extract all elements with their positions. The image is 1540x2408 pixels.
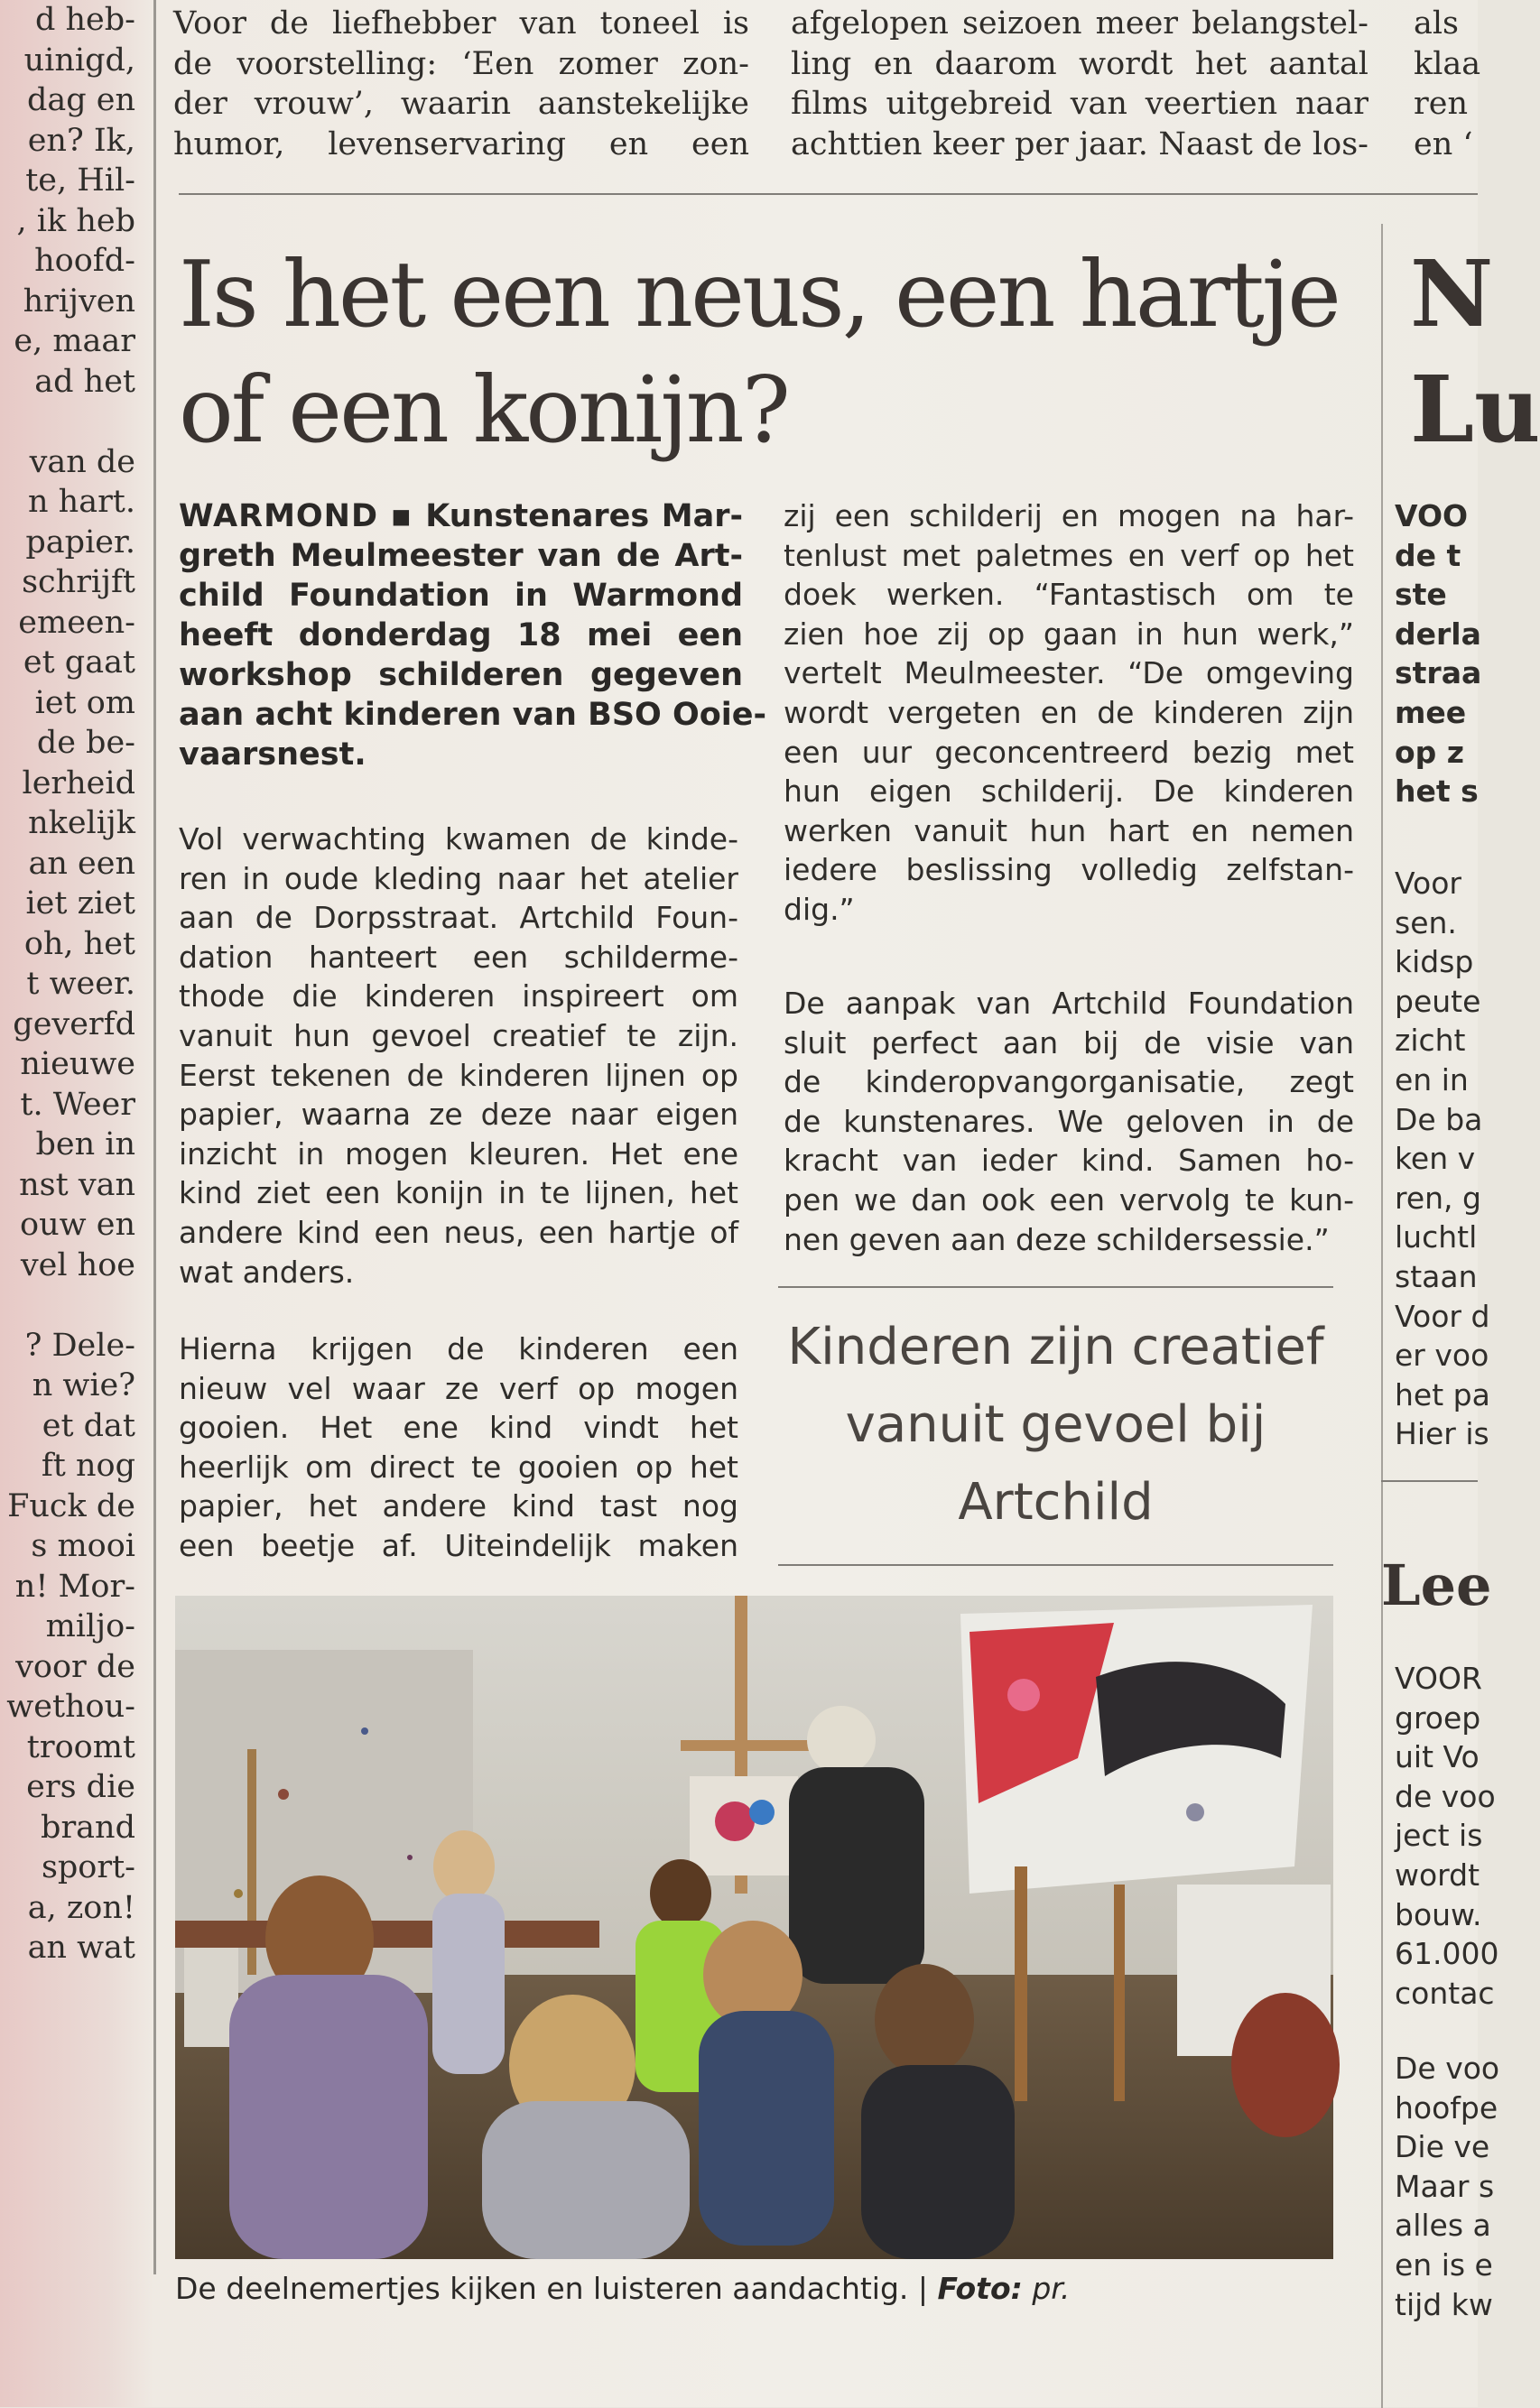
top-text-line: klaa [1414, 45, 1481, 82]
body-line: nieuw vel waar ze verf op mogen [179, 1370, 738, 1406]
right-body-line: en is e [1395, 2246, 1493, 2283]
left-column-line: e, maar [14, 323, 135, 359]
body-line: Hierna krijgen de kinderen een [179, 1331, 738, 1366]
left-column-line: Fuck de [7, 1487, 135, 1524]
left-column-divider [153, 0, 156, 2274]
right-article-lead [1395, 496, 1485, 811]
right-body-line: er voo [1395, 1338, 1489, 1374]
left-column-line: hrijven [23, 282, 135, 320]
left-column-line: oh, het [23, 925, 135, 962]
right-body-line: luchtl [1395, 1219, 1478, 1255]
left-column-line: nieuwe [20, 1046, 135, 1082]
left-column-line: nst van [19, 1166, 135, 1203]
left-column-line: ad het [34, 363, 135, 400]
body-line: sluit perfect aan bij de visie van [784, 1024, 1354, 1060]
right-article-body [1395, 864, 1490, 1454]
right-body-line: staan [1395, 1258, 1478, 1294]
right-lead-line: derla [1395, 616, 1481, 652]
left-column-line: n! Mor- [14, 1568, 135, 1605]
left-column-line: lerheid [22, 764, 135, 801]
right-lead-line: ste [1395, 577, 1447, 613]
article-paragraph-2 [179, 1329, 738, 1566]
right-lead-line: straa [1395, 655, 1482, 691]
left-column-line: , ik heb [16, 202, 135, 239]
right-lead-line: de t [1395, 537, 1461, 573]
lead-line: vaarsnest. [179, 736, 366, 773]
right-body-line: tijd kw [1395, 2286, 1493, 2322]
photo-credit-label: Foto: [937, 2271, 1023, 2306]
top-text-line: der vrouw’, waarin aanstekelijke [173, 86, 749, 122]
top-text-line: ren [1414, 86, 1468, 122]
right-body-line: en in [1395, 1061, 1469, 1097]
article-paragraph-4 [784, 984, 1354, 1259]
body-line: kracht van ieder kind. Samen ho- [784, 1143, 1354, 1179]
right-body-line: contac [1395, 1975, 1495, 2011]
body-line: papier, waarna ze deze naar eigen [179, 1097, 738, 1133]
body-line: De aanpak van Artchild Foundation [784, 986, 1354, 1021]
left-column-line: emeen- [18, 604, 135, 641]
left-column-line: wethou- [6, 1689, 135, 1725]
left-column-line: uinigd, [23, 42, 135, 79]
body-line: thode die kinderen inspireert om [179, 978, 738, 1014]
body-line: werken vanuit hun hart en nemen [784, 812, 1354, 848]
headline-line: Is het een neus, een hartje [179, 241, 1339, 347]
left-column-line: hoofd- [34, 243, 135, 279]
lead-line: greth Meulmeester van de Art- [179, 538, 743, 574]
article-paragraph-1 [179, 820, 738, 1292]
dateline: WARMOND [179, 498, 378, 534]
right-article-headline [1410, 236, 1540, 468]
left-column-line: et gaat [23, 644, 135, 681]
body-line: vanuit hun gevoel creatief te zijn. [179, 1017, 738, 1053]
top-text-line: als [1414, 5, 1460, 42]
left-column-line: t. Weer [20, 1086, 135, 1123]
body-line: de kinderopvangorganisatie, zegt [784, 1064, 1354, 1100]
lead-line: workshop schilderen gegeven [179, 657, 743, 693]
children-painting-photo [175, 1596, 1333, 2259]
body-line: Vol verwachting kwamen de kinde- [179, 821, 738, 857]
lead-text: Kunstenares Mar- [425, 498, 743, 534]
body-line: andere kind een neus, een hartje of [179, 1214, 738, 1250]
right-body-line: het pa [1395, 1376, 1490, 1412]
top-text-line: Voor de liefhebber van toneel is [173, 5, 749, 42]
right-lead-line: mee [1395, 694, 1467, 730]
left-column-line: schrijft [22, 564, 135, 600]
body-line: gooien. Het ene kind vindt het [179, 1410, 738, 1446]
top-text-line: de voorstelling: ‘Een zomer zon- [173, 45, 749, 82]
headline-line: of een konijn? [179, 357, 788, 463]
body-line: aan de Dorpsstraat. Artchild Foun- [179, 900, 738, 936]
left-column-line: iet om [34, 684, 135, 721]
right-lead-line: op z [1395, 734, 1464, 770]
left-column-line: van de [29, 443, 135, 480]
left-column-line: ers die [26, 1769, 135, 1805]
photo-caption [175, 2271, 1349, 2306]
top-text-line: afgelopen seizoen meer belangstel- [791, 5, 1368, 42]
body-line: ren in oude kleding naar het atelier [179, 860, 738, 896]
article-headline [179, 236, 1352, 468]
top-text-line: ling en daarom wordt het aantal [791, 45, 1368, 82]
left-column-line: a, zon! [27, 1889, 135, 1926]
pull-quote-bottom-rule [778, 1564, 1333, 1566]
right-body-line: Hier is [1395, 1416, 1489, 1452]
right-headline-line: N [1410, 240, 1494, 347]
right-body-line: de voo [1395, 1778, 1496, 1814]
lead-line: heeft donderdag 18 mei een [179, 617, 743, 653]
body-line: doek werken. “Fantastisch om te [784, 577, 1354, 613]
left-column-line: sport- [41, 1849, 135, 1885]
right-body-line: Maar s [1395, 2168, 1495, 2204]
body-line: zij een schilderij en mogen na har- [784, 498, 1354, 533]
top-text-line: achttien keer per jaar. Naast de los- [791, 125, 1368, 162]
body-line: iedere beslissing volledig zelfstan- [784, 852, 1354, 888]
body-line: een uur geconcentreerd bezig met [784, 734, 1354, 770]
dateline-separator-icon: ▪ [378, 498, 426, 534]
left-column-line: ft nog [41, 1448, 135, 1484]
left-column-line: te, Hil- [25, 162, 135, 199]
body-line: Eerst tekenen de kinderen lijnen op [179, 1057, 738, 1093]
body-line: dation hanteert een schilderme- [179, 939, 738, 975]
right-lead-line: het s [1395, 773, 1479, 810]
lead-line: aan acht kinderen van BSO Ooie- [179, 697, 767, 733]
left-column-line [0, 402, 135, 442]
pull-quote [778, 1309, 1333, 1542]
right-body-line: wordt [1395, 1857, 1480, 1893]
top-text-line: humor, levenservaring en een [173, 125, 749, 162]
body-line: wat anders. [179, 1254, 355, 1290]
right-body-line: uit Vo [1395, 1739, 1480, 1775]
right-body-line: ren, g [1395, 1180, 1481, 1216]
right-headline-line: Lu [1410, 356, 1540, 463]
body-line: dig.” [784, 891, 855, 927]
photo-credit-value: pr. [1032, 2271, 1071, 2306]
right-body-line: ject is [1395, 1818, 1483, 1854]
pull-quote-line: Artchild [958, 1473, 1154, 1532]
right-sub-headline: Lee [1381, 1552, 1492, 1618]
caption-separator: | [917, 2271, 938, 2306]
left-column-line: nkelijk [28, 805, 135, 841]
left-column-line: n hart. [28, 484, 135, 520]
lead-line [179, 496, 743, 536]
right-article-body-3 [1395, 2049, 1500, 2324]
right-body-line: Die ve [1395, 2129, 1490, 2165]
caption-text: De deelnemertjes kijken en luisteren aandachtig. [175, 2271, 909, 2306]
article-paragraph-3 [784, 496, 1354, 930]
top-continuation-col-a [173, 4, 749, 164]
right-body-line: De voo [1395, 2051, 1500, 2086]
right-body-line: alles a [1395, 2208, 1491, 2244]
body-line: de kunstenares. We geloven in de [784, 1103, 1354, 1139]
right-body-line: hoofpe [1395, 2089, 1498, 2126]
right-body-line: peute [1395, 983, 1481, 1019]
left-column-line: s mooi [31, 1528, 135, 1564]
left-column-line: ouw en [20, 1207, 135, 1243]
body-line: inzicht in mogen kleuren. Het ene [179, 1135, 738, 1172]
right-article-divider [1381, 1480, 1478, 1482]
left-column-line: et dat [42, 1407, 135, 1444]
left-column-line: ? Dele- [24, 1327, 135, 1364]
body-line: kind ziet een konijn in te lijnen, het [179, 1175, 738, 1211]
right-body-line: 61.000 [1395, 1936, 1499, 1972]
left-column-line: miljo- [45, 1608, 135, 1644]
left-column-line: brand [41, 1809, 135, 1846]
left-column-line: iet ziet [25, 885, 135, 922]
right-body-line: bouw. [1395, 1896, 1482, 1932]
left-column-line: vel hoe [20, 1246, 135, 1283]
right-body-line: Voor [1395, 866, 1461, 901]
body-line: pen we dan ook een vervolg te kun- [784, 1181, 1354, 1218]
right-body-line: sen. [1395, 904, 1457, 940]
left-column-line: geverfd [13, 1005, 135, 1042]
left-column-line: n wie? [32, 1367, 135, 1403]
body-line: heerlijk om direct te gooien op het [179, 1449, 738, 1485]
right-body-line: zicht [1395, 1023, 1466, 1059]
body-line: wordt vergeten en de kinderen zijn [784, 694, 1354, 730]
pull-quote-top-rule [778, 1286, 1333, 1288]
right-article-body-2 [1395, 1659, 1499, 2013]
right-body-line: ken v [1395, 1141, 1476, 1177]
top-text-line: en ‘ [1414, 125, 1473, 162]
left-column-line: d heb- [34, 2, 135, 38]
right-body-line: Voor d [1395, 1298, 1490, 1334]
body-line: hun eigen schilderij. De kinderen [784, 773, 1354, 810]
right-column-divider [1381, 224, 1383, 2408]
right-body-line: groep [1395, 1699, 1481, 1736]
body-line: papier, het andere kind tast nog [179, 1488, 738, 1524]
article-photo [175, 1596, 1333, 2259]
pull-quote-line: Kinderen zijn creatief [787, 1318, 1324, 1376]
left-neighbour-column [0, 0, 141, 2274]
top-text-line: films uitgebreid van veertien naar [791, 86, 1368, 122]
left-column-line: voor de [15, 1648, 135, 1685]
pull-quote-line: vanuit gevoel bij [845, 1395, 1266, 1454]
article-lead [179, 496, 767, 774]
top-continuation-col-b [791, 4, 1368, 164]
left-column-line [0, 1285, 135, 1326]
right-body-line: VOOR [1395, 1661, 1482, 1696]
lead-line: child Foundation in Warmond [179, 578, 743, 614]
right-body-line: De ba [1395, 1101, 1483, 1137]
left-column-line: troomt [26, 1728, 135, 1765]
left-column-line: an wat [27, 1930, 135, 1966]
body-line: vertelt Meulmeester. “De omgeving [784, 655, 1354, 691]
body-line: tenlust met paletmes en verf op het [784, 537, 1354, 573]
top-divider [179, 193, 1478, 195]
left-column-line: ben in [35, 1126, 135, 1162]
right-body-line: kidsp [1395, 944, 1474, 980]
left-column-line: an een [28, 845, 135, 882]
left-column-line: t weer. [26, 966, 135, 1002]
top-continuation-col-c [1414, 4, 1486, 164]
body-line: nen geven aan deze schildersessie.” [784, 1221, 1330, 1257]
left-column-line: papier. [25, 523, 135, 560]
left-column-line: en? Ik, [27, 122, 135, 159]
right-lead-line: VOO [1395, 498, 1469, 533]
left-column-line: de be- [36, 725, 135, 761]
body-line: zien hoe zij op gaan in hun werk,” [784, 616, 1354, 652]
body-line: een beetje af. Uiteindelijk maken [179, 1527, 738, 1563]
left-column-line: dag en [26, 82, 135, 118]
